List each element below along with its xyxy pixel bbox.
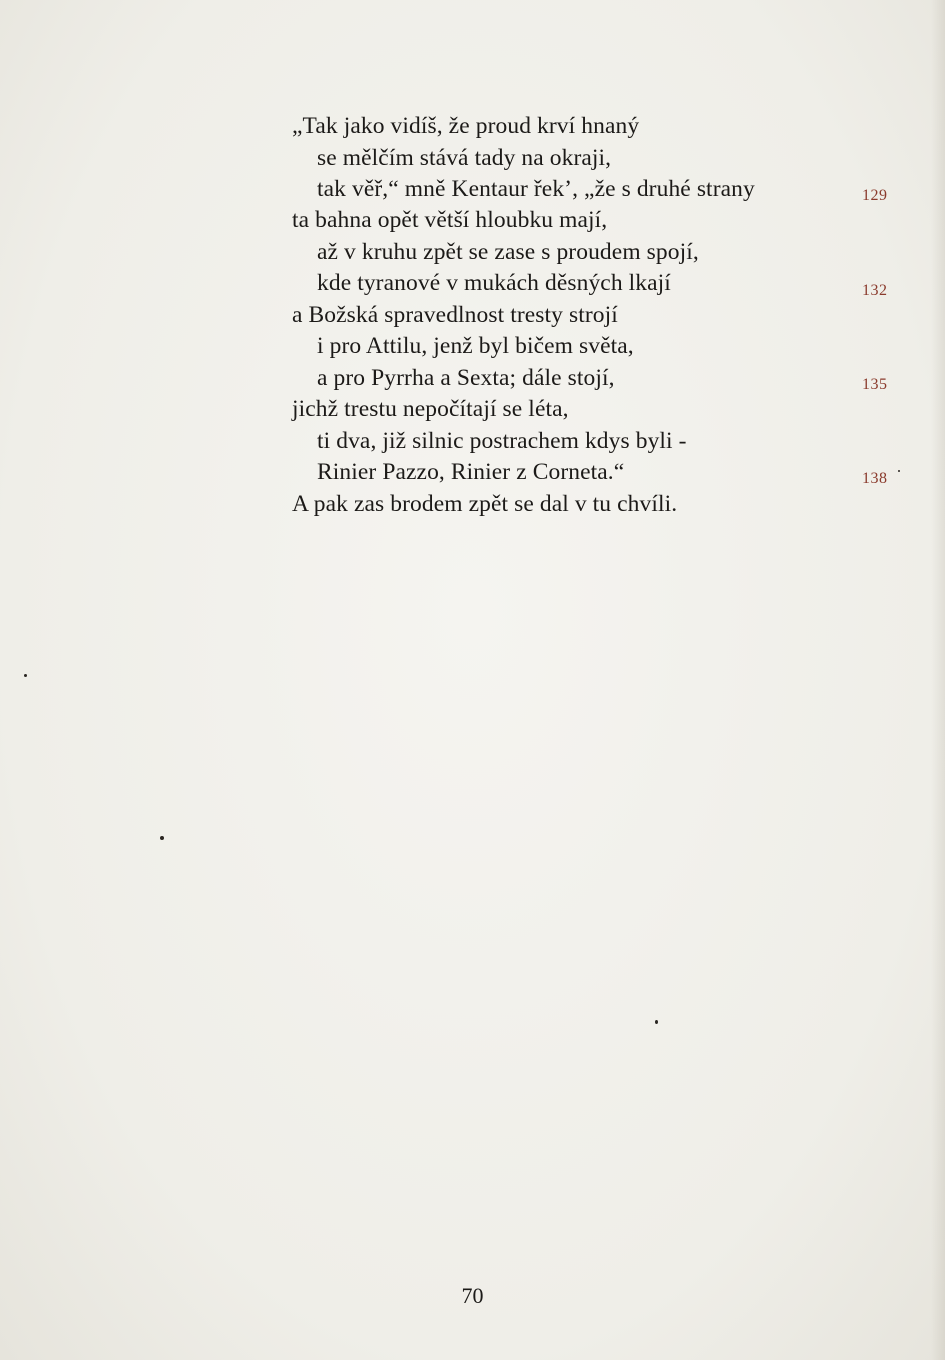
- line-number: 129: [862, 187, 888, 204]
- verse-line: se mělčím stává tady na okraji,: [317, 145, 612, 171]
- ink-speck: [655, 1020, 658, 1024]
- ink-speck: [160, 836, 164, 840]
- verse-line: ti dva, již silnic postrachem kdys byli -: [317, 428, 687, 454]
- verse-line: kde tyranové v mukách děsných lkají: [317, 270, 671, 296]
- ink-speck: [24, 674, 27, 677]
- verse-line: i pro Attilu, jenž byl bičem světa,: [317, 333, 634, 359]
- ink-speck: [898, 470, 900, 472]
- line-number: 132: [862, 282, 888, 299]
- page-number: 70: [461, 1283, 484, 1308]
- line-number: 138: [862, 470, 888, 487]
- verse-line: tak věř,“ mně Kentaur řek’, „že s druhé strany: [317, 176, 755, 202]
- verse-line: A pak zas brodem zpět se dal v tu chvíli.: [292, 491, 678, 517]
- verse-line: a pro Pyrrha a Sexta; dále stojí,: [317, 365, 615, 391]
- verse-line: až v kruhu zpět se zase s proudem spojí,: [317, 239, 699, 265]
- verse-line: „Tak jako vidíš, že proud krví hnaný: [292, 113, 640, 139]
- verse-line: jichž trestu nepočítají se léta,: [292, 396, 569, 422]
- verse-block: [0, 0, 945, 520]
- verse-line: a Božská spravedlnost tresty strojí: [292, 302, 618, 328]
- verse-line: Rinier Pazzo, Rinier z Corneta.“: [317, 459, 625, 485]
- verse-line: ta bahna opět větší hloubku mají,: [292, 207, 608, 233]
- line-number: 135: [862, 376, 888, 393]
